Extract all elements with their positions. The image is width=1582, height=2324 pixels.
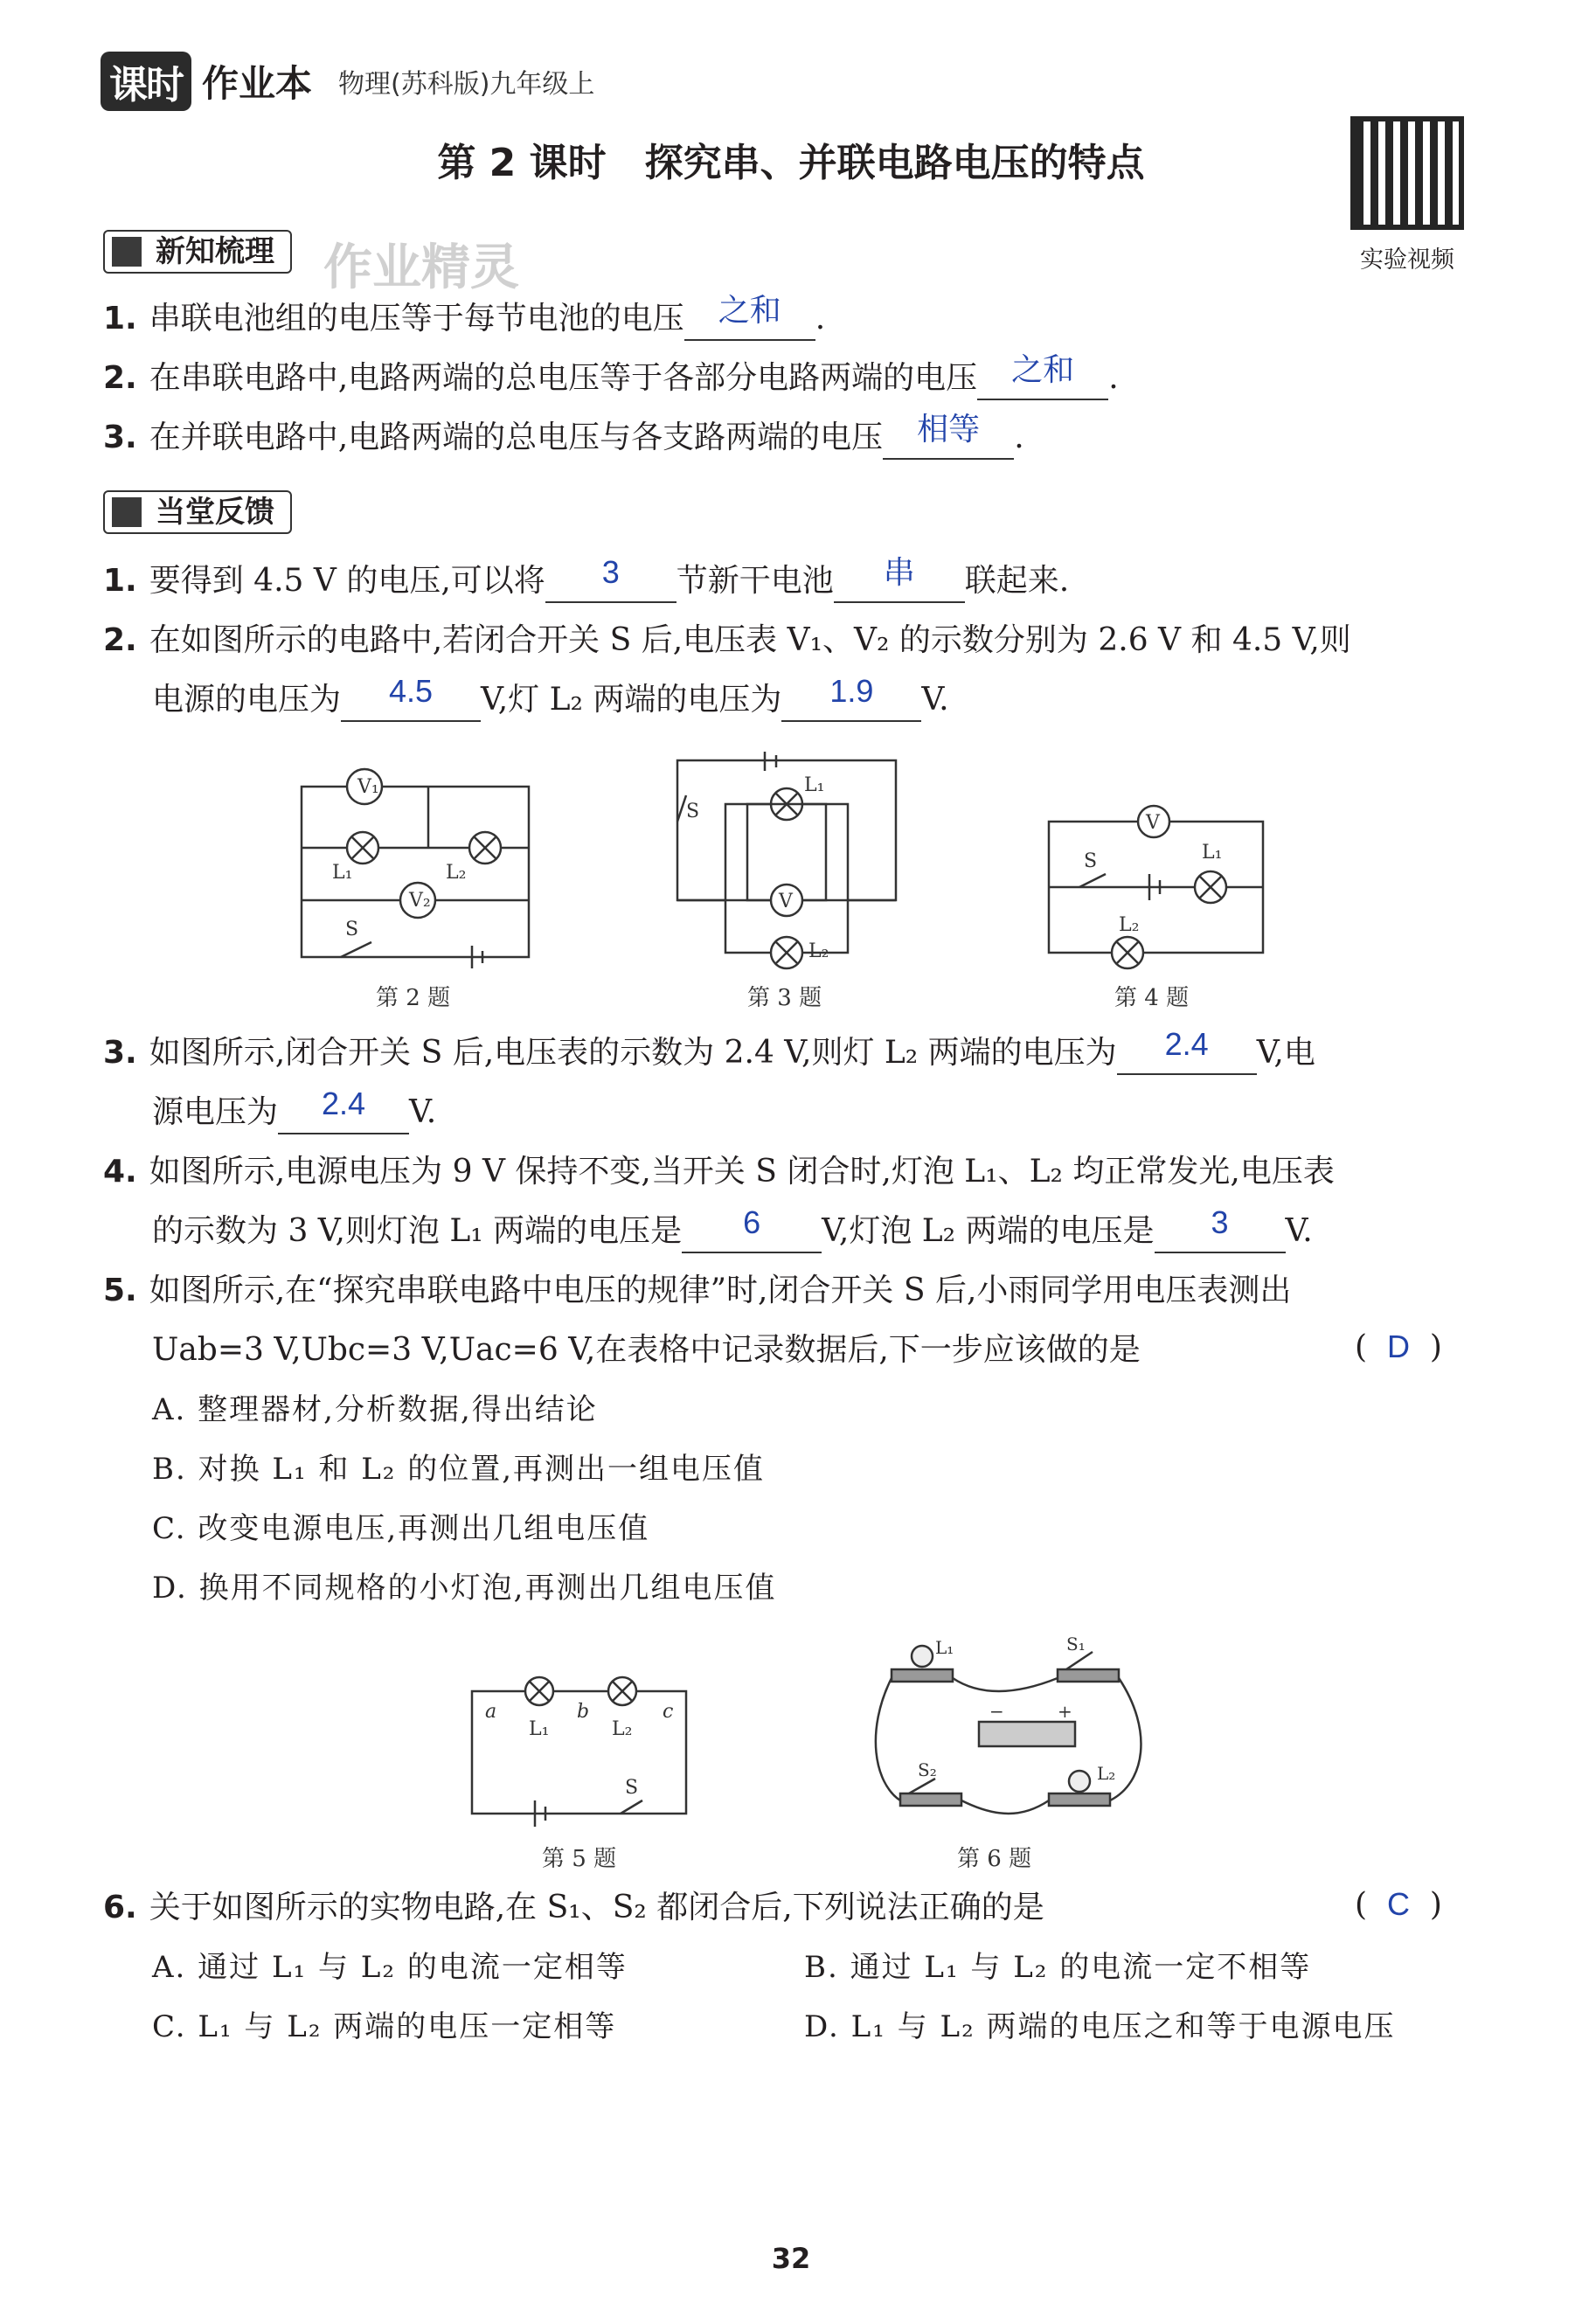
s2-label: S₂ — [918, 1759, 937, 1780]
brand-logo: 课时 — [101, 52, 191, 111]
l2-label: L₂ — [446, 862, 467, 884]
pencil-icon — [112, 497, 142, 527]
circuit-figures-row2 — [454, 1626, 1154, 1879]
q5-line1: 5. 如图所示,在“探究串联电路中电压的规律”时,闭合开关 S 后,小雨同学用电压表测出 — [103, 1273, 1292, 1308]
caption-fig6: 第 6 题 — [957, 1846, 1032, 1872]
page-title: 第 2 课时 探究串、并联电路电压的特点 — [437, 141, 1145, 185]
section-title: 新知梳理 — [156, 234, 274, 269]
page-number: 32 — [771, 2242, 811, 2275]
answer-blank: 3 — [545, 563, 677, 603]
l1-label: L₁ — [1202, 842, 1223, 864]
plus-label: + — [1058, 1701, 1072, 1722]
answer-blank: 1.9 — [781, 682, 921, 722]
q4-line2: 的示数为 3 V,则灯泡 L₁ 两端的电压是 6 V,灯泡 L₂ 两端的电压是 3 V. — [152, 1210, 1313, 1253]
q5-line2: Uab=3 V,Ubc=3 V,Uac=6 V,在表格中记录数据后,下一步应该做的是 — [152, 1332, 1141, 1368]
new-q2: 2. 在串联电路中,电路两端的总电压等于各部分电路两端的电压 之和 . — [103, 357, 1119, 400]
new-q3: 3. 在并联电路中,电路两端的总电压与各支路两端的电压 相等 . — [103, 416, 1024, 460]
circuit-fig3 — [677, 752, 896, 968]
q6-answer-paren: ( C ) — [1355, 1886, 1442, 1923]
q5-option-d: D. 换用不同规格的小灯泡,再测出几组电压值 — [152, 1571, 777, 1606]
q4-line1: 4. 如图所示,电源电压为 9 V 保持不变,当开关 S 闭合时,灯泡 L₁、L₂ 均正常发光,电压表 — [103, 1154, 1335, 1190]
l2-label: L₂ — [1119, 914, 1140, 936]
section-title: 当堂反馈 — [156, 495, 274, 530]
qr-label: 实验视频 — [1360, 246, 1454, 274]
q2-line1: 2. 在如图所示的电路中,若闭合开关 S 后,电压表 V₁、V₂ 的示数分别为 2.6 V 和 4.5 V,则 — [103, 622, 1351, 658]
answer-blank: 之和 — [684, 301, 815, 341]
answer-blank: 3 — [1155, 1213, 1286, 1253]
answer-blank: 之和 — [977, 360, 1108, 400]
q3-line2: 源电压为 2.4 V. — [152, 1091, 436, 1134]
l2-label: L₂ — [1097, 1763, 1116, 1784]
v1-label: V₁ — [357, 776, 379, 798]
q5-option-a: A. 整理器材,分析数据,得出结论 — [152, 1392, 598, 1427]
minus-label: − — [989, 1701, 1004, 1722]
answer-blank: 串 — [834, 563, 965, 603]
v-label: V — [779, 891, 793, 912]
q5-answer-paren: ( D ) — [1355, 1328, 1442, 1365]
circuit-fig2 — [302, 769, 529, 968]
section-header-feedback — [103, 490, 292, 534]
answer-blank: 4.5 — [341, 682, 481, 722]
answer-blank: 6 — [682, 1213, 822, 1253]
s-label: S — [345, 919, 359, 940]
s-label: S — [686, 801, 700, 822]
v2-label: V₂ — [409, 890, 431, 912]
l1-label: L₁ — [935, 1637, 954, 1658]
circuit-figures-row1 — [288, 752, 1294, 1023]
subject-label: 物理(苏科版)九年级上 — [338, 69, 595, 100]
caption-fig3: 第 3 题 — [747, 985, 822, 1011]
l1-label: L₁ — [529, 1718, 550, 1740]
l1-label: L₁ — [332, 862, 353, 884]
q6-answer: C — [1386, 1886, 1410, 1922]
point-c: c — [663, 1701, 674, 1723]
q5-answer: D — [1386, 1328, 1410, 1364]
q2-line2: 电源的电压为 4.5 V,灯 L₂ 两端的电压为 1.9 V. — [152, 678, 949, 722]
caption-fig4: 第 4 题 — [1114, 985, 1190, 1011]
q6-option-d: D. L₁ 与 L₂ 两端的电压之和等于电源电压 — [804, 2009, 1396, 2044]
q6-option-a: A. 通过 L₁ 与 L₂ 的电流一定相等 — [152, 1950, 628, 1985]
q1: 1. 要得到 4.5 V 的电压,可以将 3 节新干电池 串 联起来. — [103, 559, 1069, 603]
section-header-new-knowledge — [103, 230, 292, 274]
l2-label: L₂ — [612, 1718, 633, 1740]
answer-blank: 2.4 — [278, 1094, 409, 1134]
circuit-fig6-photo — [876, 1634, 1141, 1814]
l2-label: L₂ — [808, 940, 829, 962]
s-label: S — [1084, 850, 1098, 872]
caption-fig5: 第 5 题 — [542, 1846, 617, 1872]
book-icon — [112, 237, 142, 267]
watermark: 作业精灵 — [323, 239, 519, 296]
new-q1: 1. 串联电池组的电压等于每节电池的电压 之和 . — [103, 297, 825, 341]
q5-option-b: B. 对换 L₁ 和 L₂ 的位置,再测出一组电压值 — [152, 1452, 766, 1487]
q5-option-c: C. 改变电源电压,再测出几组电压值 — [152, 1511, 650, 1546]
caption-fig2: 第 2 题 — [376, 985, 451, 1011]
qr-code-icon[interactable] — [1350, 116, 1464, 230]
s-label: S — [625, 1777, 639, 1799]
q6-option-b: B. 通过 L₁ 与 L₂ 的电流一定不相等 — [804, 1950, 1312, 1985]
brand-title: 作业本 — [202, 62, 313, 105]
point-a: a — [485, 1701, 497, 1723]
s1-label: S₁ — [1066, 1634, 1086, 1655]
circuit-fig4 — [1049, 806, 1263, 968]
l1-label: L₁ — [804, 774, 825, 796]
answer-blank: 2.4 — [1117, 1035, 1257, 1075]
q3-line1: 3. 如图所示,闭合开关 S 后,电压表的示数为 2.4 V,则灯 L₂ 两端的电压为 2.4 V,电 — [103, 1031, 1315, 1075]
q6-option-c: C. L₁ 与 L₂ 两端的电压一定相等 — [152, 2009, 617, 2044]
point-b: b — [577, 1701, 590, 1723]
q6-line1: 6. 关于如图所示的实物电路,在 S₁、S₂ 都闭合后,下列说法正确的是 — [103, 1890, 1044, 1925]
circuit-fig5 — [472, 1677, 686, 1827]
answer-blank: 相等 — [883, 420, 1014, 460]
page-header — [101, 51, 594, 112]
v-label: V — [1146, 812, 1160, 834]
